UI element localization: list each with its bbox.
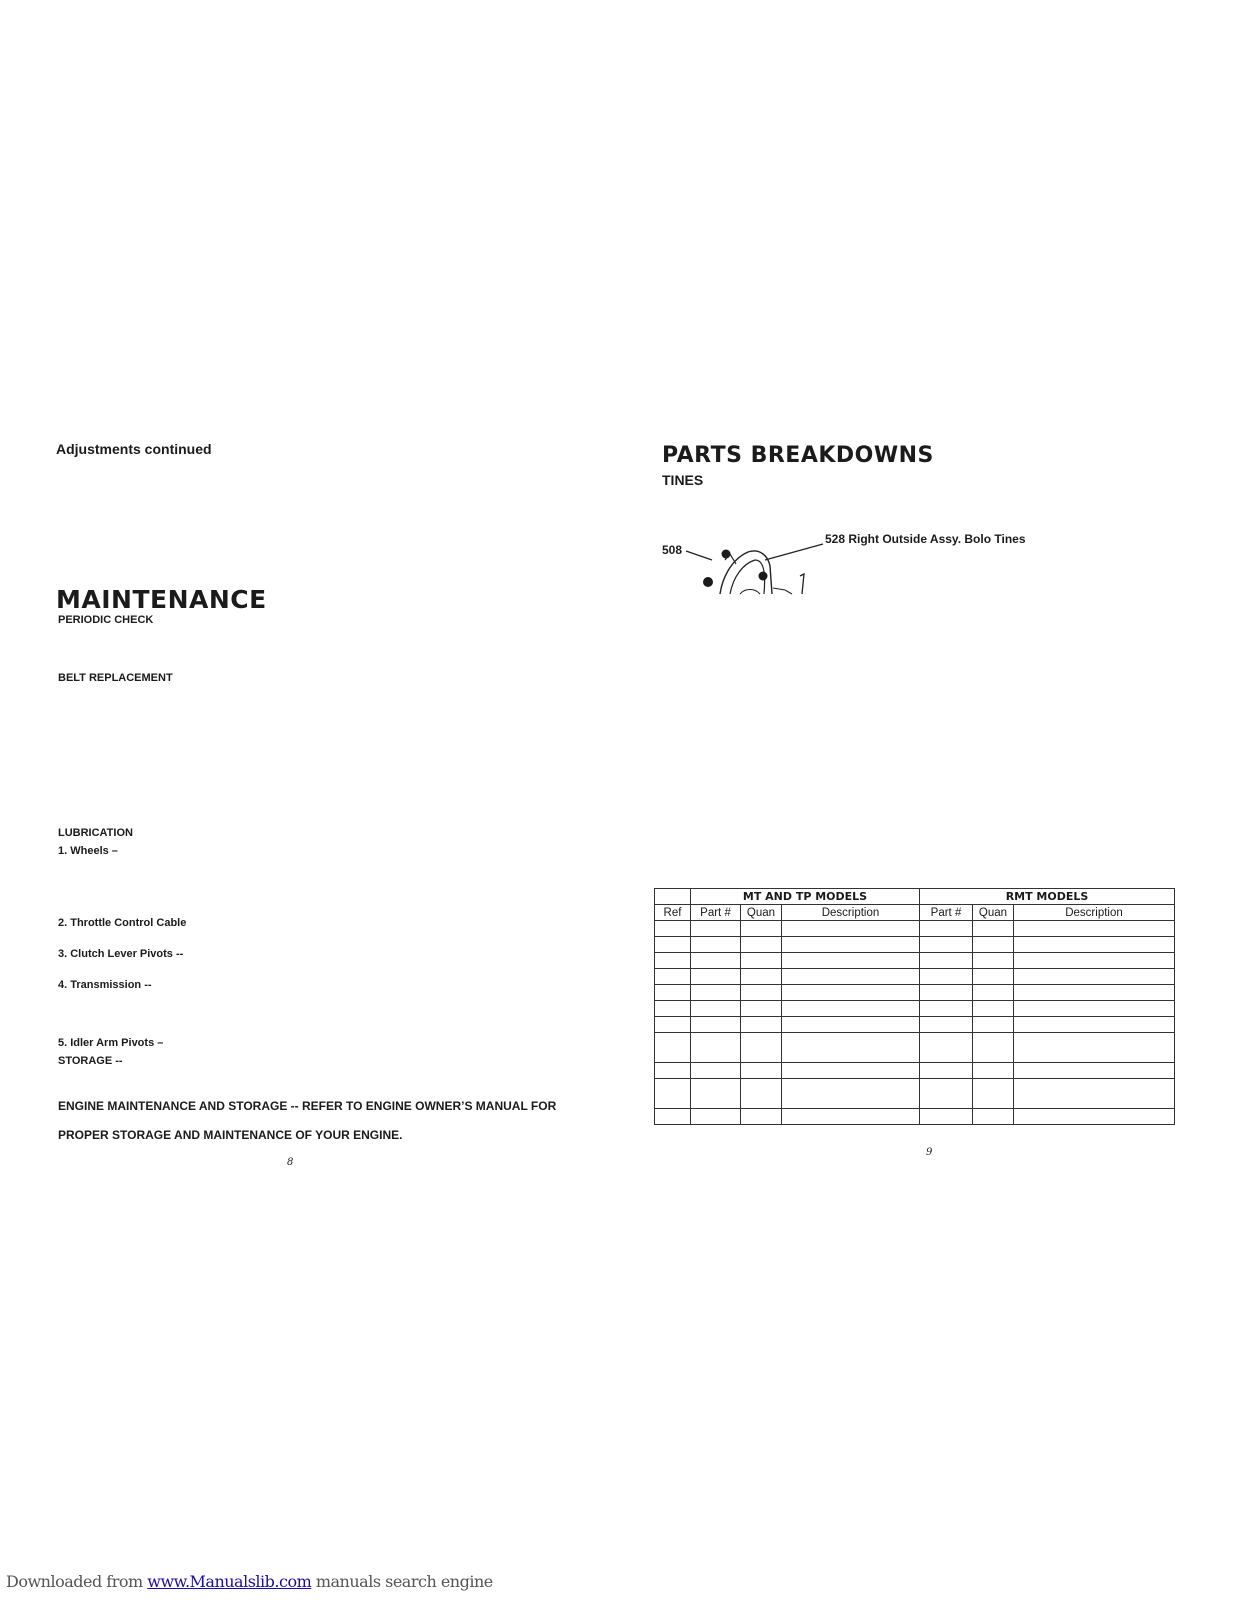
table-row [655, 953, 1175, 969]
table-row [655, 1017, 1175, 1033]
group-header-empty [655, 889, 691, 905]
lubrication-item-wheels: 1. Wheels – [58, 845, 118, 857]
belt-replacement-heading: BELT REPLACEMENT [58, 672, 173, 684]
lubrication-heading: LUBRICATION [58, 827, 133, 839]
col-header-quan: Quan [741, 905, 782, 921]
table-row [655, 1109, 1175, 1125]
table-row [655, 921, 1175, 937]
col-header-quan-rmt: Quan [973, 905, 1014, 921]
maintenance-title: MAINTENANCE [56, 585, 267, 614]
page-number-left: 8 [287, 1157, 294, 1168]
bolt-head [703, 577, 713, 587]
parts-table [654, 888, 1175, 1125]
download-footer [6, 1572, 493, 1591]
col-header-part-rmt: Part # [920, 905, 973, 921]
storage-heading: STORAGE -- [58, 1055, 123, 1067]
table-row [655, 1001, 1175, 1017]
group-header-rmt: RMT MODELS [920, 889, 1175, 905]
table-row [655, 985, 1175, 1001]
lubrication-item-clutch: 3. Clutch Lever Pivots -- [58, 948, 184, 960]
tines-subtitle: TINES [662, 472, 704, 488]
manualslib-link[interactable]: www.Manualslib.com [147, 1572, 312, 1591]
lubrication-item-transmission: 4. Transmission -- [58, 979, 152, 991]
table-row [655, 937, 1175, 953]
bolt-head [759, 572, 768, 581]
tine-detail [740, 590, 760, 595]
col-header-description-rmt: Description [1014, 905, 1175, 921]
callout-528: 528 Right Outside Assy. Bolo Tines [825, 532, 1026, 546]
col-header-ref: Ref [655, 905, 691, 921]
engine-note-line1: ENGINE MAINTENANCE AND STORAGE -- REFER TO ENGINE OWNER’S MANUAL FOR [58, 1099, 557, 1113]
table-row [655, 1063, 1175, 1079]
parts-breakdowns-title: PARTS BREAKDOWNS [662, 443, 934, 468]
bolt-head [722, 550, 731, 559]
col-header-part: Part # [691, 905, 741, 921]
footer-suffix: manuals search engine [311, 1572, 493, 1591]
leader-line-528 [765, 544, 823, 560]
callout-508: 508 [662, 543, 683, 557]
table-row [655, 1033, 1175, 1063]
group-header-mt-tp: MT AND TP MODELS [691, 889, 920, 905]
table-row [655, 1079, 1175, 1109]
engine-note-line2: PROPER STORAGE AND MAINTENANCE OF YOUR ENGINE. [58, 1128, 403, 1142]
pin [800, 574, 804, 594]
lubrication-item-idler: 5. Idler Arm Pivots – [58, 1037, 164, 1049]
leader-line-508 [686, 551, 712, 560]
tine-detail [773, 588, 792, 594]
col-header-description: Description [782, 905, 920, 921]
page-number-right: 9 [926, 1147, 933, 1158]
periodic-check-heading: PERIODIC CHECK [58, 614, 154, 626]
tines-diagram-fragment [660, 530, 850, 600]
adjustments-heading: Adjustments continued [56, 441, 212, 457]
lubrication-item-throttle: 2. Throttle Control Cable [58, 917, 187, 929]
table-row [655, 969, 1175, 985]
footer-prefix: Downloaded from [6, 1572, 148, 1591]
